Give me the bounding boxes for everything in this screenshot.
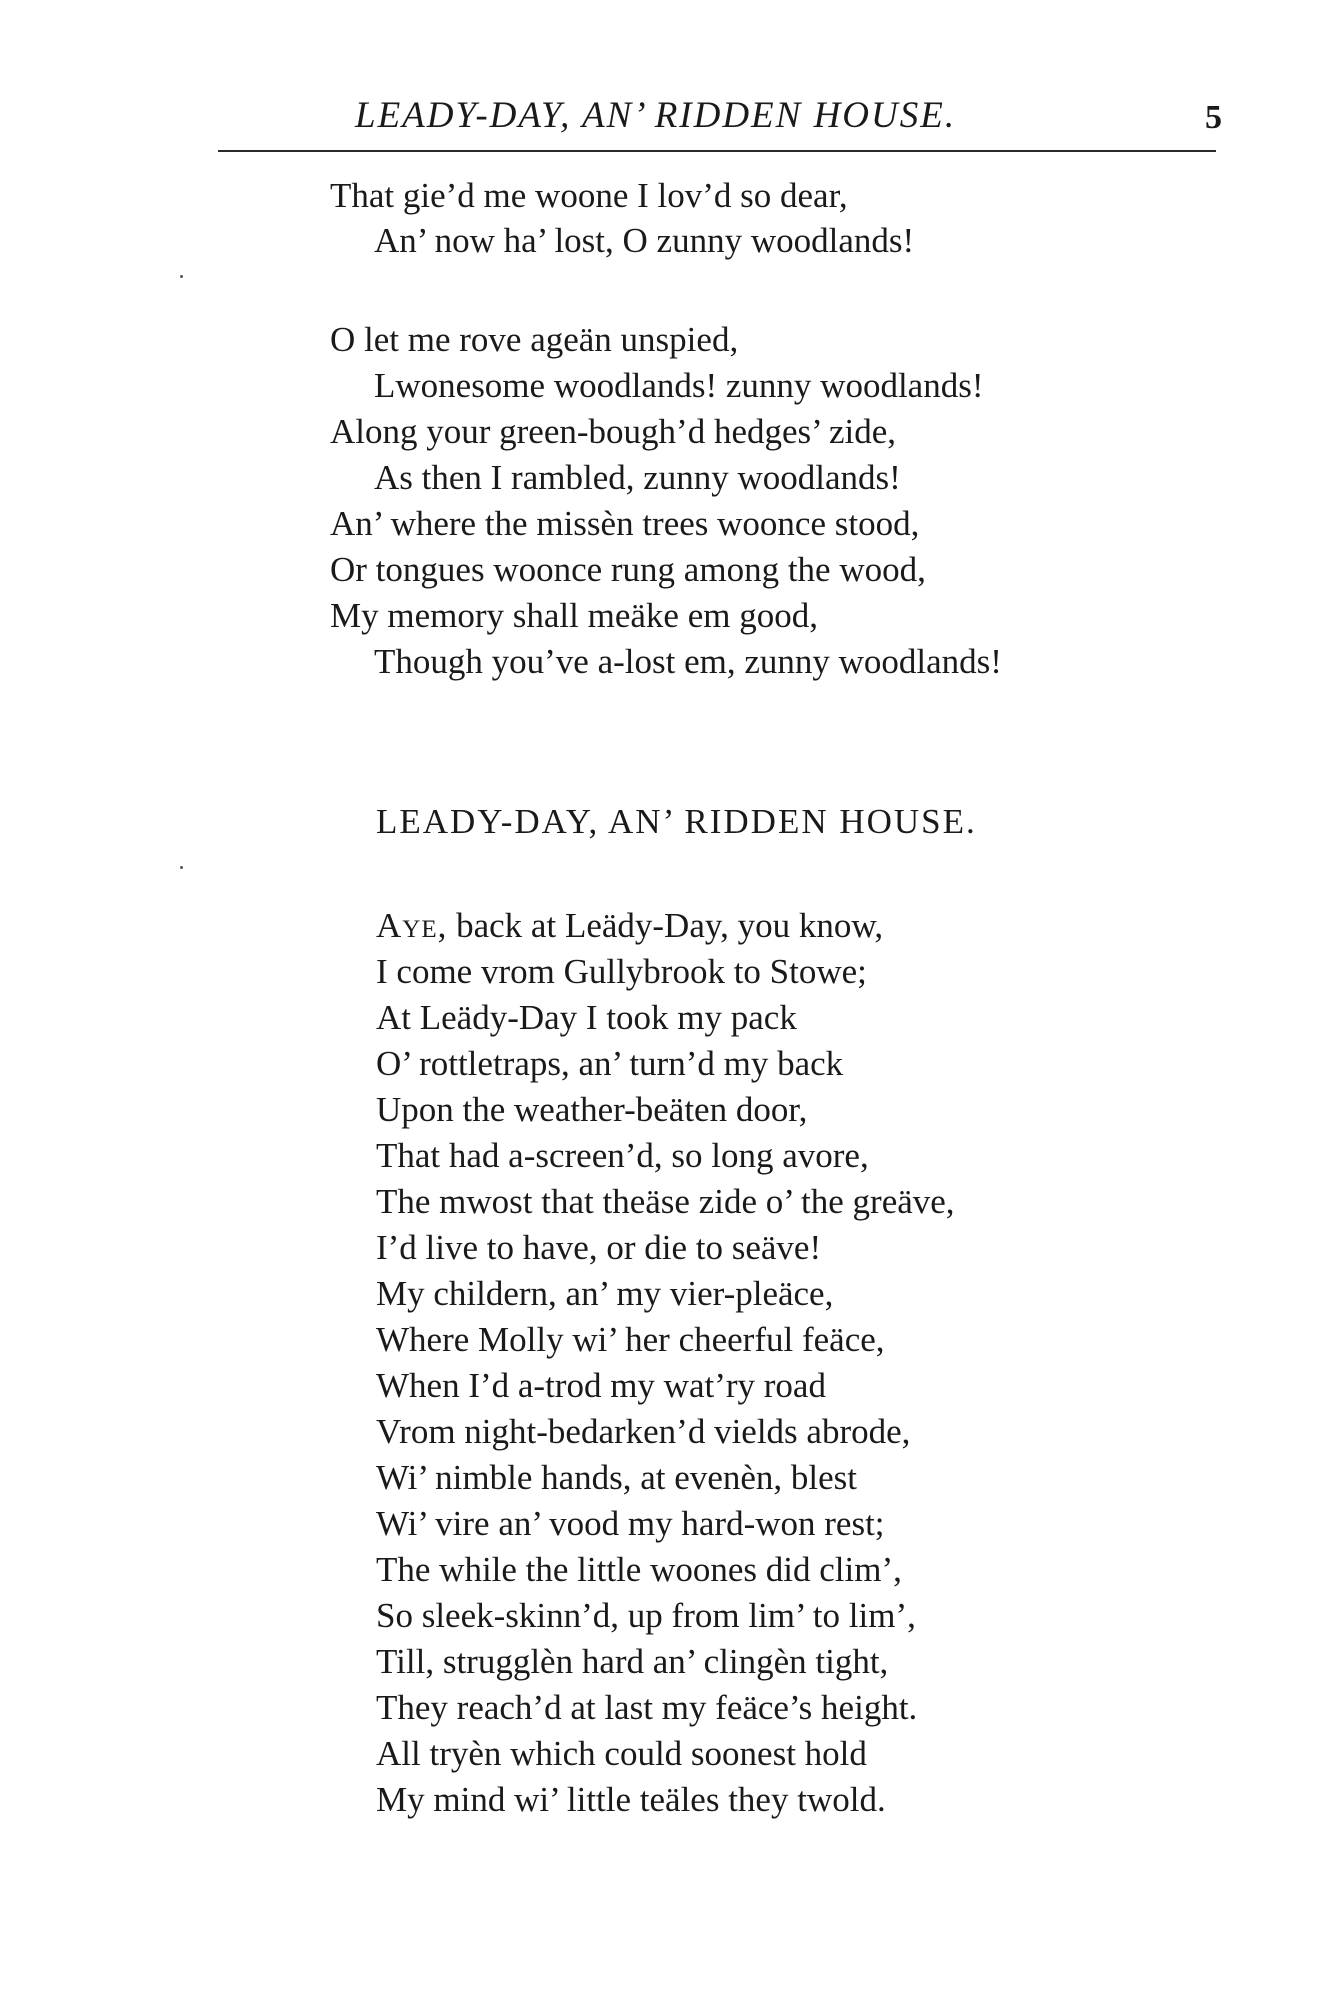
verse-line: Lwonesome woodlands! zunny woodlands! (374, 366, 984, 405)
verse-line: Vrom night-bedarken’d vields abrode, (376, 1412, 911, 1451)
verse-line: I come vrom Gullybrook to Stowe; (376, 952, 867, 991)
paper-speck (180, 866, 183, 869)
verse-line: At Leädy-Day I took my pack (376, 998, 797, 1037)
first-line-rest: back at Leädy-Day, you know, (447, 906, 884, 945)
verse-line: The while the little woones did clim’, (376, 1550, 902, 1589)
header-rule (218, 150, 1216, 152)
verse-line: O let me rove ageän unspied, (330, 320, 739, 359)
verse-line: My childern, an’ my vier-pleäce, (376, 1274, 834, 1313)
verse-line: My memory shall meäke em good, (330, 596, 818, 635)
verse-line: As then I rambled, zunny woodlands! (374, 458, 901, 497)
verse-line-first (376, 904, 883, 948)
poem-title: LEADY-DAY, AN’ RIDDEN HOUSE. (376, 802, 977, 841)
verse-line: They reach’d at last my feäce’s height. (376, 1688, 918, 1727)
verse-line: All tryèn which could soonest hold (376, 1734, 867, 1773)
running-title: LEADY-DAY, AN’ RIDDEN HOUSE. (355, 95, 957, 136)
verse-line: That gie’d me woone I lov’d so dear, (330, 176, 848, 215)
verse-line: Along your green-bough’d hedges’ zide, (330, 412, 896, 451)
verse-line: My mind wi’ little teäles they twold. (376, 1780, 886, 1819)
verse-line: Upon the weather-beäten door, (376, 1090, 808, 1129)
verse-line: The mwost that theäse zide o’ the greäve, (376, 1182, 955, 1221)
paper-speck (180, 275, 183, 278)
page-number: 5 (1205, 99, 1222, 136)
verse-line: So sleek-skinn’d, up from lim’ to lim’, (376, 1596, 916, 1635)
drop-word: Aye, (376, 906, 448, 945)
verse-line: Till, strugglèn hard an’ clingèn tight, (376, 1642, 889, 1681)
verse-line: An’ where the missèn trees woonce stood, (330, 504, 920, 543)
verse-line: Or tongues woonce rung among the wood, (330, 550, 926, 589)
verse-line: Wi’ vire an’ vood my hard-won rest; (376, 1504, 885, 1543)
verse-line: Though you’ve a-lost em, zunny woodlands! (374, 642, 1002, 681)
verse-line: An’ now ha’ lost, O zunny woodlands! (374, 221, 915, 260)
verse-line: I’d live to have, or die to seäve! (376, 1228, 822, 1267)
running-head (0, 92, 1334, 140)
verse-line: When I’d a-trod my wat’ry road (376, 1366, 826, 1405)
verse-line: Wi’ nimble hands, at evenèn, blest (376, 1458, 857, 1497)
verse-line: That had a-screen’d, so long avore, (376, 1136, 869, 1175)
verse-line: O’ rottletraps, an’ turn’d my back (376, 1044, 844, 1083)
verse-line: Where Molly wi’ her cheerful feäce, (376, 1320, 885, 1359)
